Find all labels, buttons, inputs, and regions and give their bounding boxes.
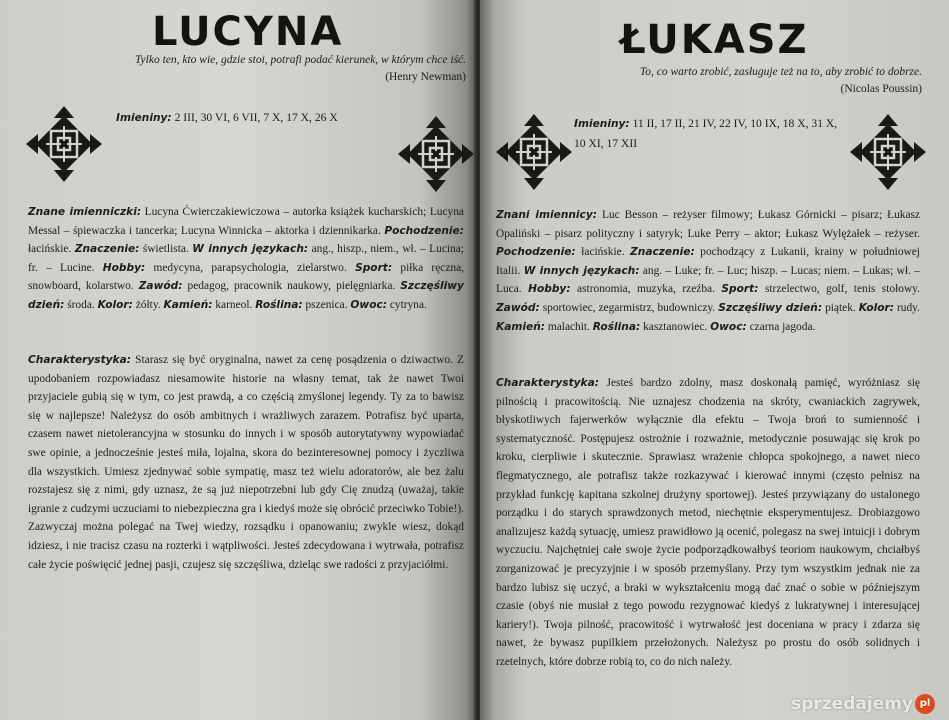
lucky-day-value: środa.	[67, 298, 95, 311]
watermark	[791, 694, 935, 714]
meaning-value: świetlista.	[142, 243, 189, 256]
quote-author: (Henry Newman)	[385, 71, 466, 83]
name-title-lucyna: LUCYNA	[152, 9, 344, 55]
other-languages-label: W innych językach:	[192, 243, 309, 256]
hobby-label: Hobby:	[528, 283, 571, 296]
meaning-value: pochodzący z Lukanii, krainy w południowej Italii.	[496, 246, 920, 277]
fruit-label: Owoc:	[350, 298, 387, 311]
sport-value: strzelectwo, golf, tenis stołowy.	[764, 283, 920, 296]
lucky-day-label: Szczęśliwy dzień:	[28, 280, 464, 311]
name-days-label: Imieniny:	[116, 112, 172, 124]
origin-value: łacińskie.	[28, 243, 72, 256]
origin-label: Pochodzenie:	[496, 246, 576, 259]
sport-label: Sport:	[721, 283, 759, 296]
fruit-value: cytryna.	[389, 298, 427, 311]
color-label: Kolor:	[97, 298, 133, 311]
other-languages-label: W innych językach:	[523, 264, 640, 277]
famous-namesakes-label: Znani imiennicy:	[496, 209, 597, 221]
characteristics-text: Jesteś bardzo zdolny, masz doskonałą pamięć, wyróżniasz się pilnością i pracowitością. Nie uznajesz chodzenia na skróty, cwaniackich zagrywek, błyskotliwych fajerwerków wyłącznie dla efektu – Twoja broń to sumienność i systematyczność. Postępujesz ostrożnie i rozważnie, metodycznie posuwając się krok po kroku, cierpliwie i skutecznie. Sprawiasz wrażenie chłopca spokojnego, a nawet nieco flegmatycznego, ale potrafisz także rozkazywać i kierować innymi (często pełnisz na przykład funkcję kapitana szkolnej drużyny sportowej). Jesteś przywiązany do ustalonego porządku i do starych sprawdzonych metod, niechętnie eksperymentujesz. Drobiazgowo analizujesz każdą sytuację, umiesz prawidłowo ją ocenić, polegasz na swej intuicji i dobrym wyczuciu. Najchętniej całe swoje życie podporządkowałbyś teoriom naukowym, chciałbyś zorganizować je precyzyjnie i w sposób przemyślany. Przy tym wszystkim jednak nie za bardzo lubisz się uczyć, a braki w wykształceniu mogą dać znać o sobie w późniejszym czasie (obyś nie musiał z tego powodu rezygnować kiedyś z lukratywnej i interesującej kariery!). Twoja pilność, pracowitość i wytrwałość jest doceniana w pracy i zdarza się nawet, że bywasz pupilkiem przełożonych. Należysz po prostu do osób solidnych i rzetelnych, które dobrze robią to, co do nich należy.	[496, 377, 920, 668]
meaning-label: Znaczenie:	[74, 243, 140, 256]
name-days-value: 11 II, 17 II, 21 IV, 22 IV, 10 IX, 18 X, 31 X, 10 XI, 17 XII	[574, 117, 838, 150]
quote-author: (Nicolas Poussin)	[840, 83, 922, 95]
sport-value: piłka ręczna, snowboard, kolarstwo.	[28, 261, 464, 293]
celtic-knot-ornament-icon	[848, 112, 928, 192]
famous-namesakes-value: Luc Besson – reżyser filmowy; Łukasz Górnicki – pisarz; Łukasz Opaliński – pisarz polityczny i satyryk; Luke Perry – aktor; Łukasz Wylężałek – reżyser.	[496, 209, 921, 240]
color-value: żółty.	[135, 298, 161, 311]
motto-quote	[580, 64, 922, 98]
quote-text: To, co warto zrobić, zasługuje też na to, aby zrobić to dobrze.	[639, 66, 922, 78]
plant-label: Roślina:	[592, 320, 641, 333]
watermark-text: sprzedajemy	[791, 693, 913, 714]
other-languages-value: ang. – Luke; fr. – Luc; hiszp. – Lucas; niem. – Lukas; wł. – Luca.	[496, 264, 920, 296]
facts-block	[496, 206, 920, 336]
stone-value: malachit.	[547, 320, 590, 333]
name-title-lukasz: ŁUKASZ	[620, 17, 809, 63]
profession-label: Zawód:	[138, 280, 183, 293]
characteristics-label: Charakterystyka:	[28, 354, 131, 366]
right-page	[480, 0, 949, 720]
stone-label: Kamień:	[496, 320, 545, 333]
plant-value: pszenica.	[305, 298, 348, 311]
watermark-suffix: pl	[915, 694, 935, 714]
stone-label: Kamień:	[163, 298, 213, 311]
other-languages-value: ang., hiszp., niem., wł. – Lucina; fr. – Lucine.	[28, 243, 464, 274]
characteristics-label: Charakterystyka:	[496, 377, 599, 389]
celtic-knot-ornament-icon	[396, 114, 476, 194]
origin-value: łacińskie.	[581, 246, 625, 259]
lucky-day-value: piątek.	[825, 301, 856, 314]
fruit-label: Owoc:	[710, 320, 747, 333]
plant-label: Roślina:	[255, 298, 303, 311]
meaning-label: Znaczenie:	[630, 246, 695, 259]
fruit-value: czarna jagoda.	[749, 320, 816, 333]
hobby-label: Hobby:	[102, 261, 146, 274]
motto-quote	[80, 52, 466, 86]
famous-namesakes-value: Lucyna Ćwierczakiewiczowa – autorka książek kucharskich; Lucyna Messal – śpiewaczka i tancerka; Lucyna Winnicka – aktorka i dziennikarka.	[28, 206, 464, 237]
name-days-value: 2 III, 30 VI, 6 VII, 7 X, 17 X, 26 X	[174, 111, 338, 124]
profession-value: pedagog, pracownik naukowy, pielęgniarka.	[187, 280, 396, 293]
quote-text: Tylko ten, kto wie, gdzie stoi, potrafi podać kierunek, w którym chce iść.	[135, 54, 466, 66]
hobby-value: medycyna, parapsychologia, zielarstwo.	[153, 261, 347, 274]
celtic-knot-ornament-icon	[494, 112, 574, 192]
profession-value: sportowiec, zegarmistrz, budowniczy.	[542, 301, 716, 314]
stone-value: karneol.	[215, 298, 253, 311]
name-days	[574, 114, 842, 153]
lucky-day-label: Szczęśliwy dzień:	[718, 301, 823, 314]
name-days	[116, 108, 338, 128]
profession-label: Zawód:	[496, 301, 540, 314]
celtic-knot-ornament-icon	[24, 104, 104, 184]
sport-label: Sport:	[355, 261, 393, 274]
hobby-value: astronomia, muzyka, rzeźba.	[577, 283, 715, 296]
plant-value: kasztanowiec.	[643, 320, 708, 333]
name-days-label: Imieniny:	[574, 118, 630, 130]
characteristics-block	[496, 374, 920, 672]
characteristics-block	[28, 351, 464, 574]
facts-block	[28, 203, 464, 315]
famous-namesakes-label: Znane imienniczki:	[28, 206, 142, 218]
origin-label: Pochodzenie:	[384, 224, 464, 237]
color-label: Kolor:	[858, 301, 895, 314]
characteristics-text: Starasz się być oryginalna, nawet za cenę posądzenia o dziwactwo. Z upodobaniem rozpowiadasz niesamowite historie na własny temat, tak że nawet Twoi przyjaciele gubią się w tym, co jest prawdą, a co częścią zmyślonej legendy. Ty za to bawisz się w najlepsze! Należysz do osób ambitnych i wrażliwych zarazem. Potrafisz być uparta, czasem nawet nietolerancyjna w stosunku do innych i w sposób autorytatywny wypowiadać swe opinie, a jednocześnie jesteś miła, lojalna, skora do bezinteresownej pomocy i życzliwa dla wszystkich. Umiesz zjednywać sobie sympatię, masz też wielu adoratorów, ale bez żalu rozstajesz się z nimi, gdy uznasz, że są już niepotrzebni lub gdy Cię znudzą (uważaj, takie igranie z cudzymi uczuciami to niebezpieczna gra i kiedyś może się obrócić przeciwko Tobie!). Zazwyczaj można polegać na Twej wiedzy, rozsądku i opanowaniu; zwykle wiesz, dokąd idziesz, i nie tracisz czasu na rozterki i wątpliwości. Jesteś zdecydowana i wytrwała, potrafisz całe życie poświęcić jednej pasji, czujesz się szczęśliwa, dzieląc swe radości z przyjaciółmi.	[28, 354, 464, 571]
color-value: rudy.	[897, 301, 920, 314]
